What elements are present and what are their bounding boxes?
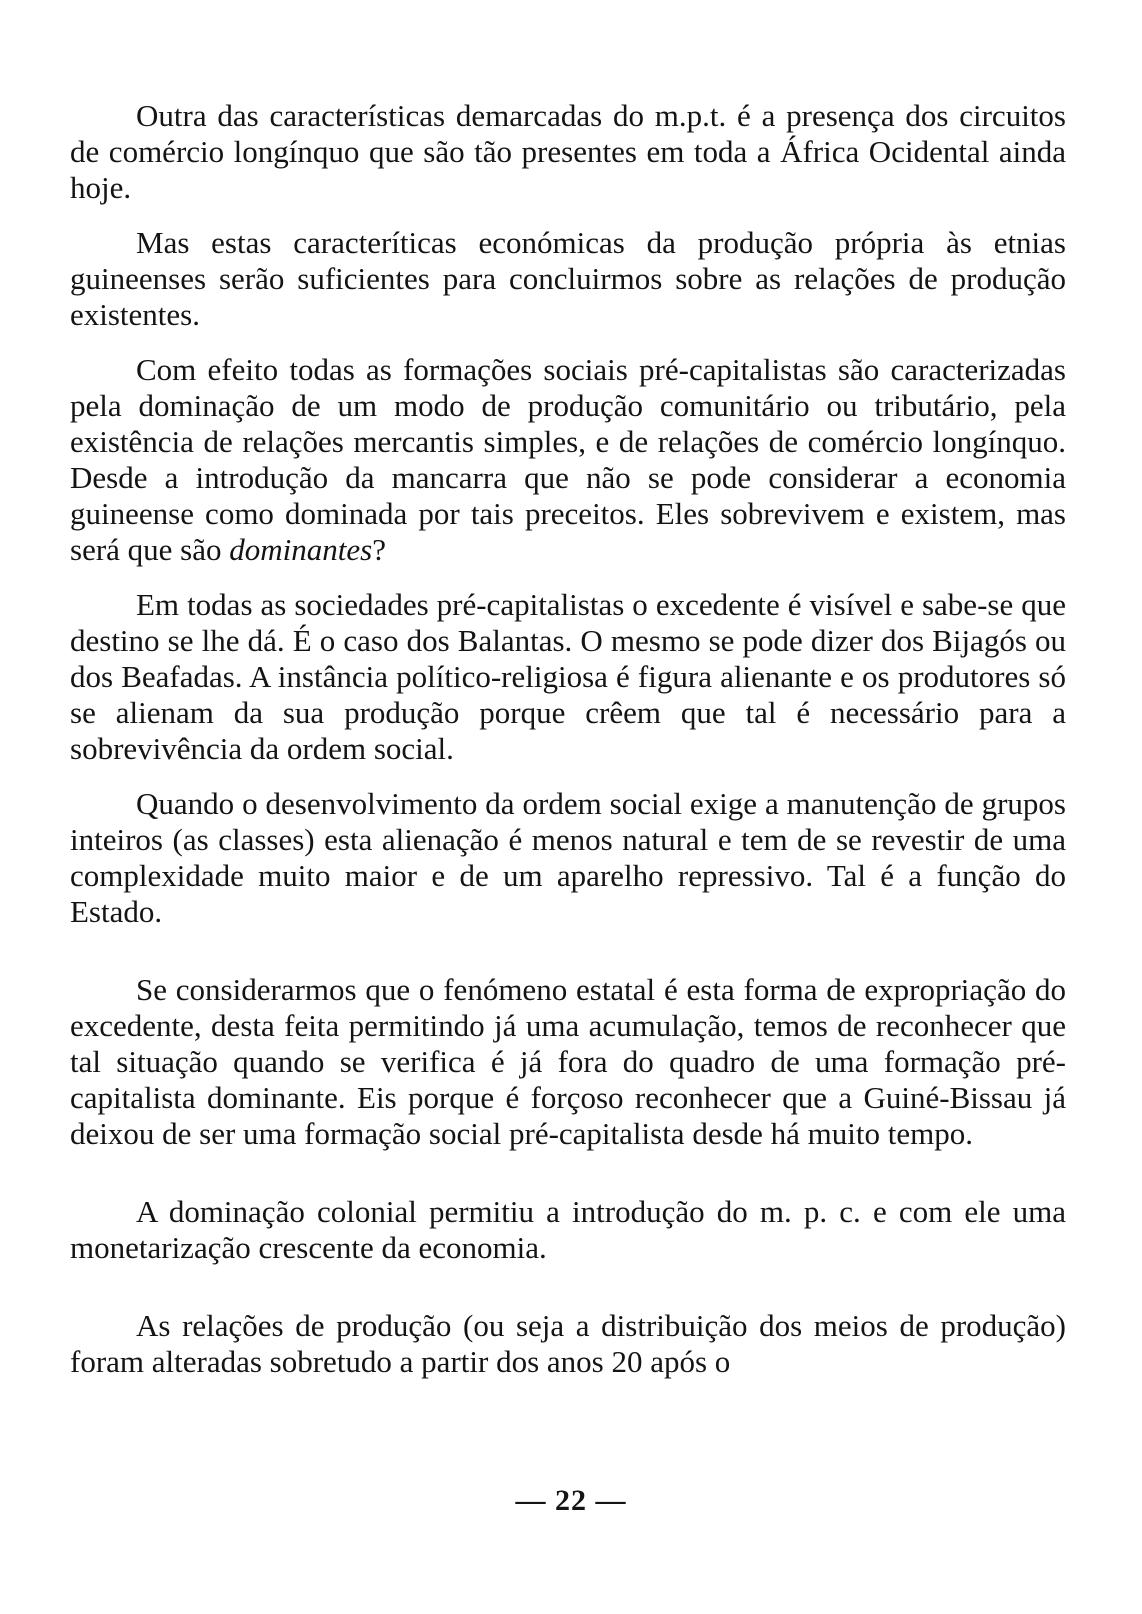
paragraph-state-phenomenon (70, 972, 1066, 1152)
paragraph-text: A dominação colonial permitiu a introdução do m. p. c. e com ele uma monetarização crescente da economia. (70, 1194, 1066, 1265)
paragraph-text: Mas estas caracteríticas económicas da produção própria às etnias guineenses serão suficientes para concluirmos sobre as relações de produção existentes. (70, 225, 1066, 332)
paragraph-relations-of-production (70, 1308, 1066, 1380)
paragraph-italic-term: dominantes (229, 532, 373, 567)
paragraph-text: Em todas as sociedades pré-capitalistas o excedente é visível e sabe-se que destino se lhe dá. É o caso dos Balantas. O mesmo se pode dizer dos Bijagós ou dos Beafadas. A instância político-religiosa é figura alienante e os produtores só se alienam da sua produção porque crêem que tal é necessário para a sobrevivência da ordem social. (70, 587, 1066, 766)
paragraph-text: As relações de produção (ou seja a distribuição dos meios de produção) foram alteradas sobretudo a partir dos anos 20 após o (70, 1308, 1066, 1379)
paragraph-text: Outra das características demarcadas do m.p.t. é a presença dos circuitos de comércio longínquo que são tão presentes em toda a África Ocidental ainda hoje. (70, 98, 1066, 205)
paragraph-state-function (70, 786, 1066, 930)
page-body (70, 98, 1066, 1380)
page-number: — 22 — (515, 1484, 627, 1517)
paragraph-surplus (70, 587, 1066, 767)
paragraph-ethnic-production (70, 225, 1066, 333)
paragraph-colonial-domination (70, 1194, 1066, 1266)
paragraph-text-end: ? (372, 532, 386, 567)
paragraph-text: Se considerarmos que o fenómeno estatal é esta forma de expropriação do excedente, desta feita permitindo já uma acumulação, temos de reconhecer que tal situação quando se verifica é já fora do quadro de uma formação pré-capitalista dominante. Eis porque é forçoso reconhecer que a Guiné-Bissau já deixou de ser uma formação social pré-capitalista desde há muito tempo. (70, 972, 1066, 1151)
paragraph-long-distance-trade (70, 98, 1066, 206)
paragraph-text: Quando o desenvolvimento da ordem social exige a manutenção de grupos inteiros (as classes) esta alienação é menos natural e tem de se revestir de uma complexidade muito maior e de um aparelho repressivo. Tal é a função do Estado. (70, 786, 1066, 929)
paragraph-text: Com efeito todas as formações sociais pré-capitalistas são caracterizadas pela dominação de um modo de produção comunitário ou tributário, pela existência de relações mercantis simples, e de relações de comércio longínquo. Desde a introdução da mancarra que não se pode considerar a economia guineense como dominada por tais preceitos. Eles sobrevivem e existem, mas será que são (70, 352, 1066, 567)
paragraph-precapitalist-formations (70, 352, 1066, 568)
